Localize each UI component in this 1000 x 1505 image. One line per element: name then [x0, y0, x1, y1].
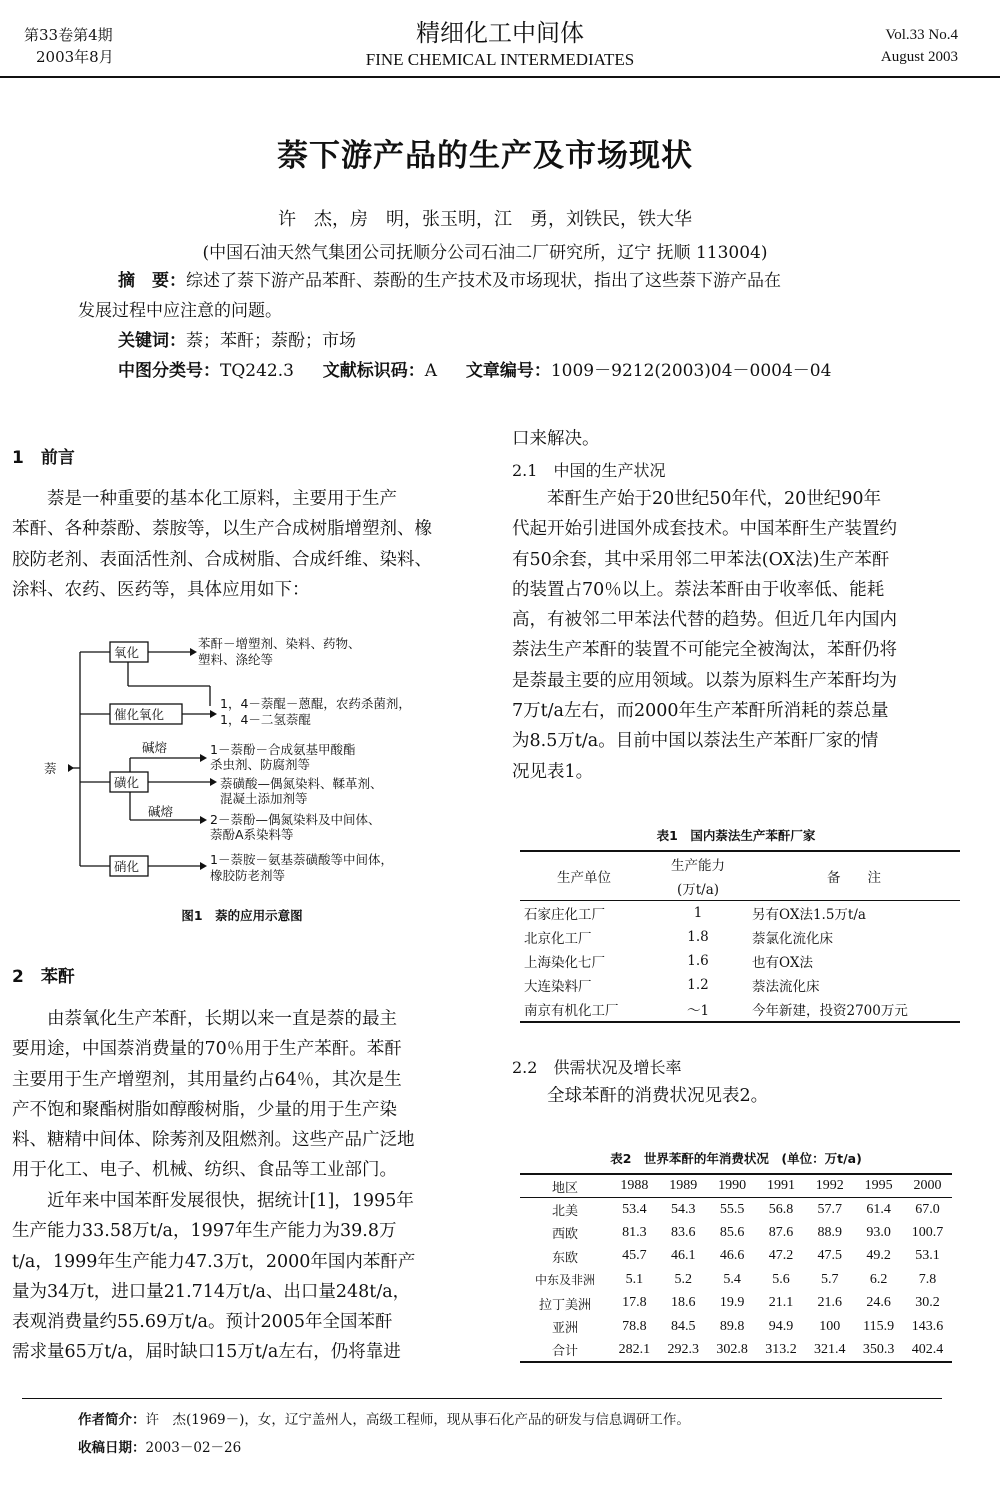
- diagram-box-catalytic-oxidation: 催化氧化: [114, 707, 165, 722]
- diagram-label-alkali-fusion: 碱熔: [142, 740, 168, 755]
- section-2-2-heading: 2.2 供需状况及增长率: [512, 1058, 682, 1077]
- header-date-en: August 2003: [880, 49, 958, 65]
- table-cell: 83.6: [671, 1224, 696, 1240]
- table-1: [520, 850, 960, 1023]
- table-1-caption: 表1 国内萘法生产苯酐厂家: [656, 828, 816, 843]
- table-header-row: [520, 1174, 952, 1198]
- table-row: [520, 1268, 952, 1292]
- table-cell: 18.6: [671, 1295, 696, 1311]
- table-cell: 143.6: [911, 1318, 944, 1334]
- table-2-caption: 表2 世界苯酐的年消费状况 (单位：万t/a): [610, 1151, 862, 1166]
- table-cell: 46.1: [671, 1248, 696, 1264]
- section-1-paragraph: [12, 484, 472, 605]
- arrow-head: [190, 648, 197, 656]
- footnote-rule: [22, 1398, 942, 1399]
- table-cell: 也有OX法: [752, 955, 813, 971]
- table-cell: 100.7: [911, 1224, 944, 1240]
- table-cell: 5.1: [625, 1271, 644, 1287]
- table-cell: 45.7: [622, 1248, 647, 1264]
- table-cell: 56.8: [768, 1201, 794, 1217]
- diagram-product-text: 1，4－二氢萘醌: [220, 712, 311, 727]
- text-line: 为8.5万t/a。目前中国以萘法生产苯酐厂家的情: [512, 731, 879, 752]
- table-cell: 100: [819, 1318, 841, 1334]
- header-issue-cn: 第33卷第4期: [24, 26, 113, 44]
- arrow-head: [68, 764, 74, 772]
- doc-code-value: A: [424, 361, 438, 381]
- table-header-cell: (万t/a): [648, 876, 748, 901]
- header-rule: [0, 76, 1000, 78]
- table-header-cell: 生产能力: [671, 858, 725, 874]
- table-cell: 313.2: [765, 1341, 797, 1357]
- section-2-1-paragraph: [512, 484, 972, 787]
- header-issue-cn-block: [24, 24, 114, 68]
- diagram-product-text: 1－萘胺－氨基萘磺酸等中间体，: [210, 852, 393, 867]
- diagram-product-text: 塑料、涤纶等: [198, 652, 274, 667]
- text-line: 萘是一种重要的基本化工原料，主要用于生产: [12, 489, 397, 509]
- text-line: 料、糖精中间体、除莠剂及阻燃剂。这些产品广泛地: [12, 1130, 415, 1151]
- table-cell: 53.4: [622, 1201, 647, 1217]
- article-no-value: 1009－9212(2003)04－0004－04: [550, 361, 832, 381]
- table-header-cell: 1990: [718, 1178, 747, 1193]
- table-cell: 今年新建，投资2700万元: [752, 1003, 908, 1019]
- text-line: 产不饱和聚酯树脂如醇酸树脂，少量的用于生产染: [12, 1099, 397, 1120]
- arrow-head: [200, 862, 207, 870]
- table-cell: 萘法流化床: [752, 979, 820, 995]
- diagram-root-naphthalene: 萘: [44, 761, 57, 776]
- table-header-cell: 1992: [815, 1178, 844, 1193]
- text-line: 量为34万t，进口量21.714万t/a、出口量248t/a，: [12, 1281, 411, 1302]
- diagram-product-text: 萘酚A系染料等: [210, 827, 294, 842]
- article-affiliation: (中国石油天然气集团公司抚顺分公司石油二厂研究所，辽宁 抚顺 113004): [202, 243, 768, 263]
- arrow-head: [210, 710, 217, 718]
- journal-title-en: FINE CHEMICAL INTERMEDIATES: [365, 50, 635, 69]
- table-cell: 5.6: [772, 1271, 790, 1287]
- diagram-product-text: 1－萘酚－合成氨基甲酸酯: [210, 742, 356, 757]
- text-line: 近年来中国苯酐发展很快，据统计[1]，1995年: [12, 1191, 414, 1211]
- table-cell: 5.7: [821, 1271, 839, 1287]
- table-row: [520, 949, 960, 973]
- text-line: 高，有被邻二甲苯法代替的趋势。但近几年内国内: [512, 610, 897, 631]
- journal-title-block: [250, 18, 750, 72]
- footnote-block: [78, 1406, 958, 1462]
- footnote-author: 许 杰(1969－)，女，辽宁盖州人，高级工程师，现从事石化产品的研发与信息调研工作。: [145, 1412, 690, 1428]
- text-line: 苯酐、各种萘酚、萘胺等，以生产合成树脂增塑剂、橡: [12, 519, 432, 540]
- text-line: 口来解决。: [512, 429, 600, 449]
- table-header-cell: 1988: [620, 1178, 649, 1193]
- diagram-label-alkali-fusion: 碱熔: [148, 804, 174, 819]
- text-line: 生产能力33.58万t/a，1997年生产能力为39.8万: [12, 1221, 397, 1242]
- table-row: [520, 901, 960, 926]
- table-cell: 302.8: [716, 1341, 748, 1357]
- table-cell: 115.9: [863, 1318, 895, 1334]
- table-cell: 合计: [551, 1344, 578, 1360]
- diagram-product-text: 杀虫剂、防腐剂等: [210, 757, 311, 772]
- text-line: 主要用于生产增塑剂，其用量约占64％，其次是生: [12, 1069, 402, 1090]
- table-header-cell: 地区: [551, 1180, 578, 1196]
- table-cell: 萘氯化流化床: [752, 931, 833, 947]
- table-cell: 亚洲: [551, 1321, 578, 1337]
- text-line: 有50余套，其中采用邻二甲苯法(OX法)生产苯酐: [512, 549, 890, 570]
- diagram-product-text: 2－萘酚—偶氮染料及中间体、: [210, 812, 381, 827]
- table-cell: 19.9: [719, 1295, 745, 1311]
- text-line: 要用途，中国萘消费量的70％用于生产苯酐。苯酐: [12, 1039, 402, 1060]
- header-issue-en-block: [881, 24, 958, 68]
- table-header-cell: 备 注: [748, 851, 960, 901]
- table-cell: 350.3: [862, 1341, 895, 1357]
- clc-value: TQ242.3: [220, 361, 294, 381]
- diagram-box-sulfonation: 磺化: [114, 775, 140, 790]
- table-cell: 54.3: [671, 1201, 696, 1217]
- table-cell: 402.4: [911, 1341, 944, 1357]
- article-no-label: 文章编号：: [465, 361, 551, 381]
- doc-code-label: 文献标识码：: [322, 361, 425, 381]
- text-line: 代起开始引进国外成套技术。中国苯酐生产装置约: [512, 519, 897, 540]
- table-row: [520, 1339, 952, 1363]
- table-header-row: [520, 851, 960, 876]
- abstract-line-1: 综述了萘下游产品苯酐、萘酚的生产技术及市场现状，指出了这些萘下游产品在: [186, 271, 781, 291]
- text-line: 全球苯酐的消费状况见表2。: [512, 1086, 769, 1106]
- table-cell: 北美: [551, 1204, 578, 1219]
- table-cell: 东欧: [551, 1250, 578, 1266]
- text-line: 表观消费量约55.69万t/a。预计2005年全国苯酐: [12, 1312, 393, 1333]
- table-cell: 西欧: [551, 1227, 578, 1243]
- table-cell: 1.6: [687, 953, 709, 969]
- text-line: 7万t/a左右，而2000年生产苯酐所消耗的萘总量: [512, 701, 889, 722]
- clc-label: 中图分类号：: [118, 361, 220, 381]
- table-cell: 1.2: [687, 977, 709, 993]
- section-2-1-heading: 2.1 中国的生产状况: [512, 461, 666, 480]
- table-row: [520, 997, 960, 1022]
- table-cell: 46.6: [719, 1248, 745, 1264]
- table-cell: 石家庄化工厂: [524, 907, 605, 923]
- table-row: [520, 1315, 952, 1339]
- table-row: [520, 1292, 952, 1316]
- footnote-received: 2003－02－26: [145, 1440, 242, 1456]
- table-cell: 94.9: [768, 1318, 794, 1334]
- section-2-2-paragraph: [512, 1081, 972, 1111]
- table-cell: 北京化工厂: [524, 931, 592, 947]
- table-cell: 89.8: [719, 1318, 745, 1334]
- section-2-paragraph-2: [12, 1186, 472, 1368]
- arrow-head: [210, 778, 217, 786]
- table-cell: 21.1: [768, 1295, 794, 1311]
- journal-title-cn: 精细化工中间体: [416, 19, 584, 47]
- text-line: 是萘最主要的应用领域。以萘为原料生产苯酐均为: [512, 670, 897, 691]
- diagram-box-nitration: 硝化: [114, 859, 140, 874]
- table-cell: 53.1: [915, 1248, 940, 1264]
- table-cell: 24.6: [866, 1295, 891, 1311]
- table-cell: 中东及非洲: [534, 1273, 595, 1288]
- table-header-cell: 1989: [669, 1178, 698, 1193]
- table-cell: 81.3: [622, 1224, 647, 1240]
- table-cell: 47.5: [817, 1248, 843, 1264]
- abstract-line-2: 发展过程中应注意的问题。: [78, 301, 282, 321]
- text-line: 苯酐生产始于20世纪50年代，20世纪90年: [512, 489, 882, 509]
- table-header-cell: 2000: [913, 1178, 942, 1193]
- table-cell: 93.0: [866, 1224, 891, 1240]
- figure-1-diagram: [40, 628, 460, 890]
- article-title: 萘下游产品的生产及市场现状: [277, 138, 693, 174]
- table-cell: 21.6: [817, 1295, 843, 1311]
- table-cell: 5.2: [674, 1271, 693, 1287]
- text-line: 需求量65万t/a，届时缺口15万t/a左右，仍将靠进: [12, 1342, 401, 1363]
- figure-1-caption: 图1 萘的应用示意图: [181, 908, 303, 923]
- text-line: 用于化工、电子、机械、纺织、食品等工业部门。: [12, 1160, 397, 1181]
- table-cell: 87.6: [768, 1224, 794, 1240]
- table-cell: 大连染料厂: [524, 979, 592, 995]
- table-2: [520, 1173, 952, 1363]
- section-2-heading: 2 苯酐: [12, 967, 75, 987]
- table-cell: 85.6: [719, 1224, 745, 1240]
- section-2-paragraph-continued: [512, 424, 972, 454]
- table-header-cell: 1995: [864, 1178, 893, 1193]
- abstract-label: 摘 要：: [118, 271, 186, 291]
- diagram-product-text: 橡胶防老剂等: [210, 868, 286, 883]
- table-cell: 67.0: [915, 1201, 940, 1217]
- table-row: [520, 1198, 952, 1222]
- table-cell: 6.2: [869, 1271, 888, 1287]
- text-line: 胶防老剂、表面活性剂、合成树脂、合成纤维、染料、: [12, 549, 432, 570]
- arrow-head: [200, 754, 207, 762]
- table-cell: 南京有机化工厂: [524, 1003, 619, 1019]
- table-cell: 78.8: [622, 1318, 647, 1334]
- abstract-block: [78, 266, 938, 386]
- table-cell: 321.4: [814, 1341, 846, 1357]
- section-1-heading: 1 前言: [12, 448, 75, 468]
- text-line: t/a，1999年生产能力47.3万t，2000年国内苯酐产: [12, 1251, 416, 1272]
- table-cell: 上海染化七厂: [524, 955, 605, 971]
- table-cell: 47.2: [768, 1248, 794, 1264]
- table-cell: ～1: [686, 1003, 710, 1019]
- table-row: [520, 1221, 952, 1245]
- article-authors: 许 杰，房 明，张玉明，江 勇，刘铁民，铁大华: [278, 209, 692, 230]
- table-cell: 17.8: [622, 1295, 647, 1311]
- table-row: [520, 973, 960, 997]
- arrow-head: [200, 816, 207, 824]
- text-line: 的装置占70％以上。萘法苯酐由于收率低、能耗: [512, 579, 885, 600]
- table-cell: 84.5: [671, 1318, 696, 1334]
- keywords-label: 关键词：: [118, 331, 186, 351]
- table-cell: 1.8: [687, 929, 709, 945]
- table-header-cell: 生产单位: [520, 851, 648, 901]
- footnote-received-label: 收稿日期：: [78, 1440, 146, 1456]
- footnote-author-label: 作者简介：: [78, 1412, 146, 1428]
- text-line: 况见表1。: [512, 761, 594, 782]
- table-cell: 61.4: [866, 1201, 891, 1217]
- table-cell: 30.2: [915, 1295, 940, 1311]
- diagram-product-text: 1，4－萘醌－蒽醌，农药杀菌剂，: [220, 696, 411, 711]
- header-issue-en: Vol.33 No.4: [885, 27, 958, 43]
- diagram-product-text: 混凝土添加剂等: [220, 791, 308, 806]
- section-2-paragraph-1: [12, 1004, 472, 1186]
- table-cell: 292.3: [667, 1341, 700, 1357]
- keywords: 萘；苯酐；萘酚；市场: [186, 331, 356, 351]
- table-cell: 1: [693, 905, 703, 921]
- table-row: [520, 1245, 952, 1269]
- table-cell: 拉丁美洲: [538, 1297, 591, 1313]
- header-date-cn: 2003年8月: [36, 48, 114, 66]
- table-cell: 57.7: [817, 1201, 843, 1217]
- table-cell: 55.5: [719, 1201, 745, 1217]
- text-line: 涂料、农药、医药等，具体应用如下：: [12, 579, 310, 600]
- table-row: [520, 925, 960, 949]
- table-cell: 88.9: [817, 1224, 843, 1240]
- table-cell: 另有OX法1.5万t/a: [752, 907, 866, 923]
- diagram-product-text: 萘磺酸—偶氮染料、鞣革剂、: [220, 776, 383, 791]
- text-line: 由萘氧化生产苯酐，长期以来一直是萘的最主: [12, 1009, 397, 1029]
- table-cell: 49.2: [866, 1248, 891, 1264]
- table-cell: 7.8: [918, 1271, 937, 1287]
- table-header-cell: 1991: [766, 1178, 795, 1193]
- table-cell: 282.1: [618, 1341, 651, 1357]
- table-cell: 5.4: [723, 1271, 741, 1287]
- diagram-product-text: 苯酐－增塑剂、染料、药物、: [198, 636, 361, 651]
- diagram-box-oxidation: 氧化: [114, 645, 140, 660]
- text-line: 萘法生产苯酐的装置不可能完全被淘汰，苯酐仍将: [512, 640, 897, 661]
